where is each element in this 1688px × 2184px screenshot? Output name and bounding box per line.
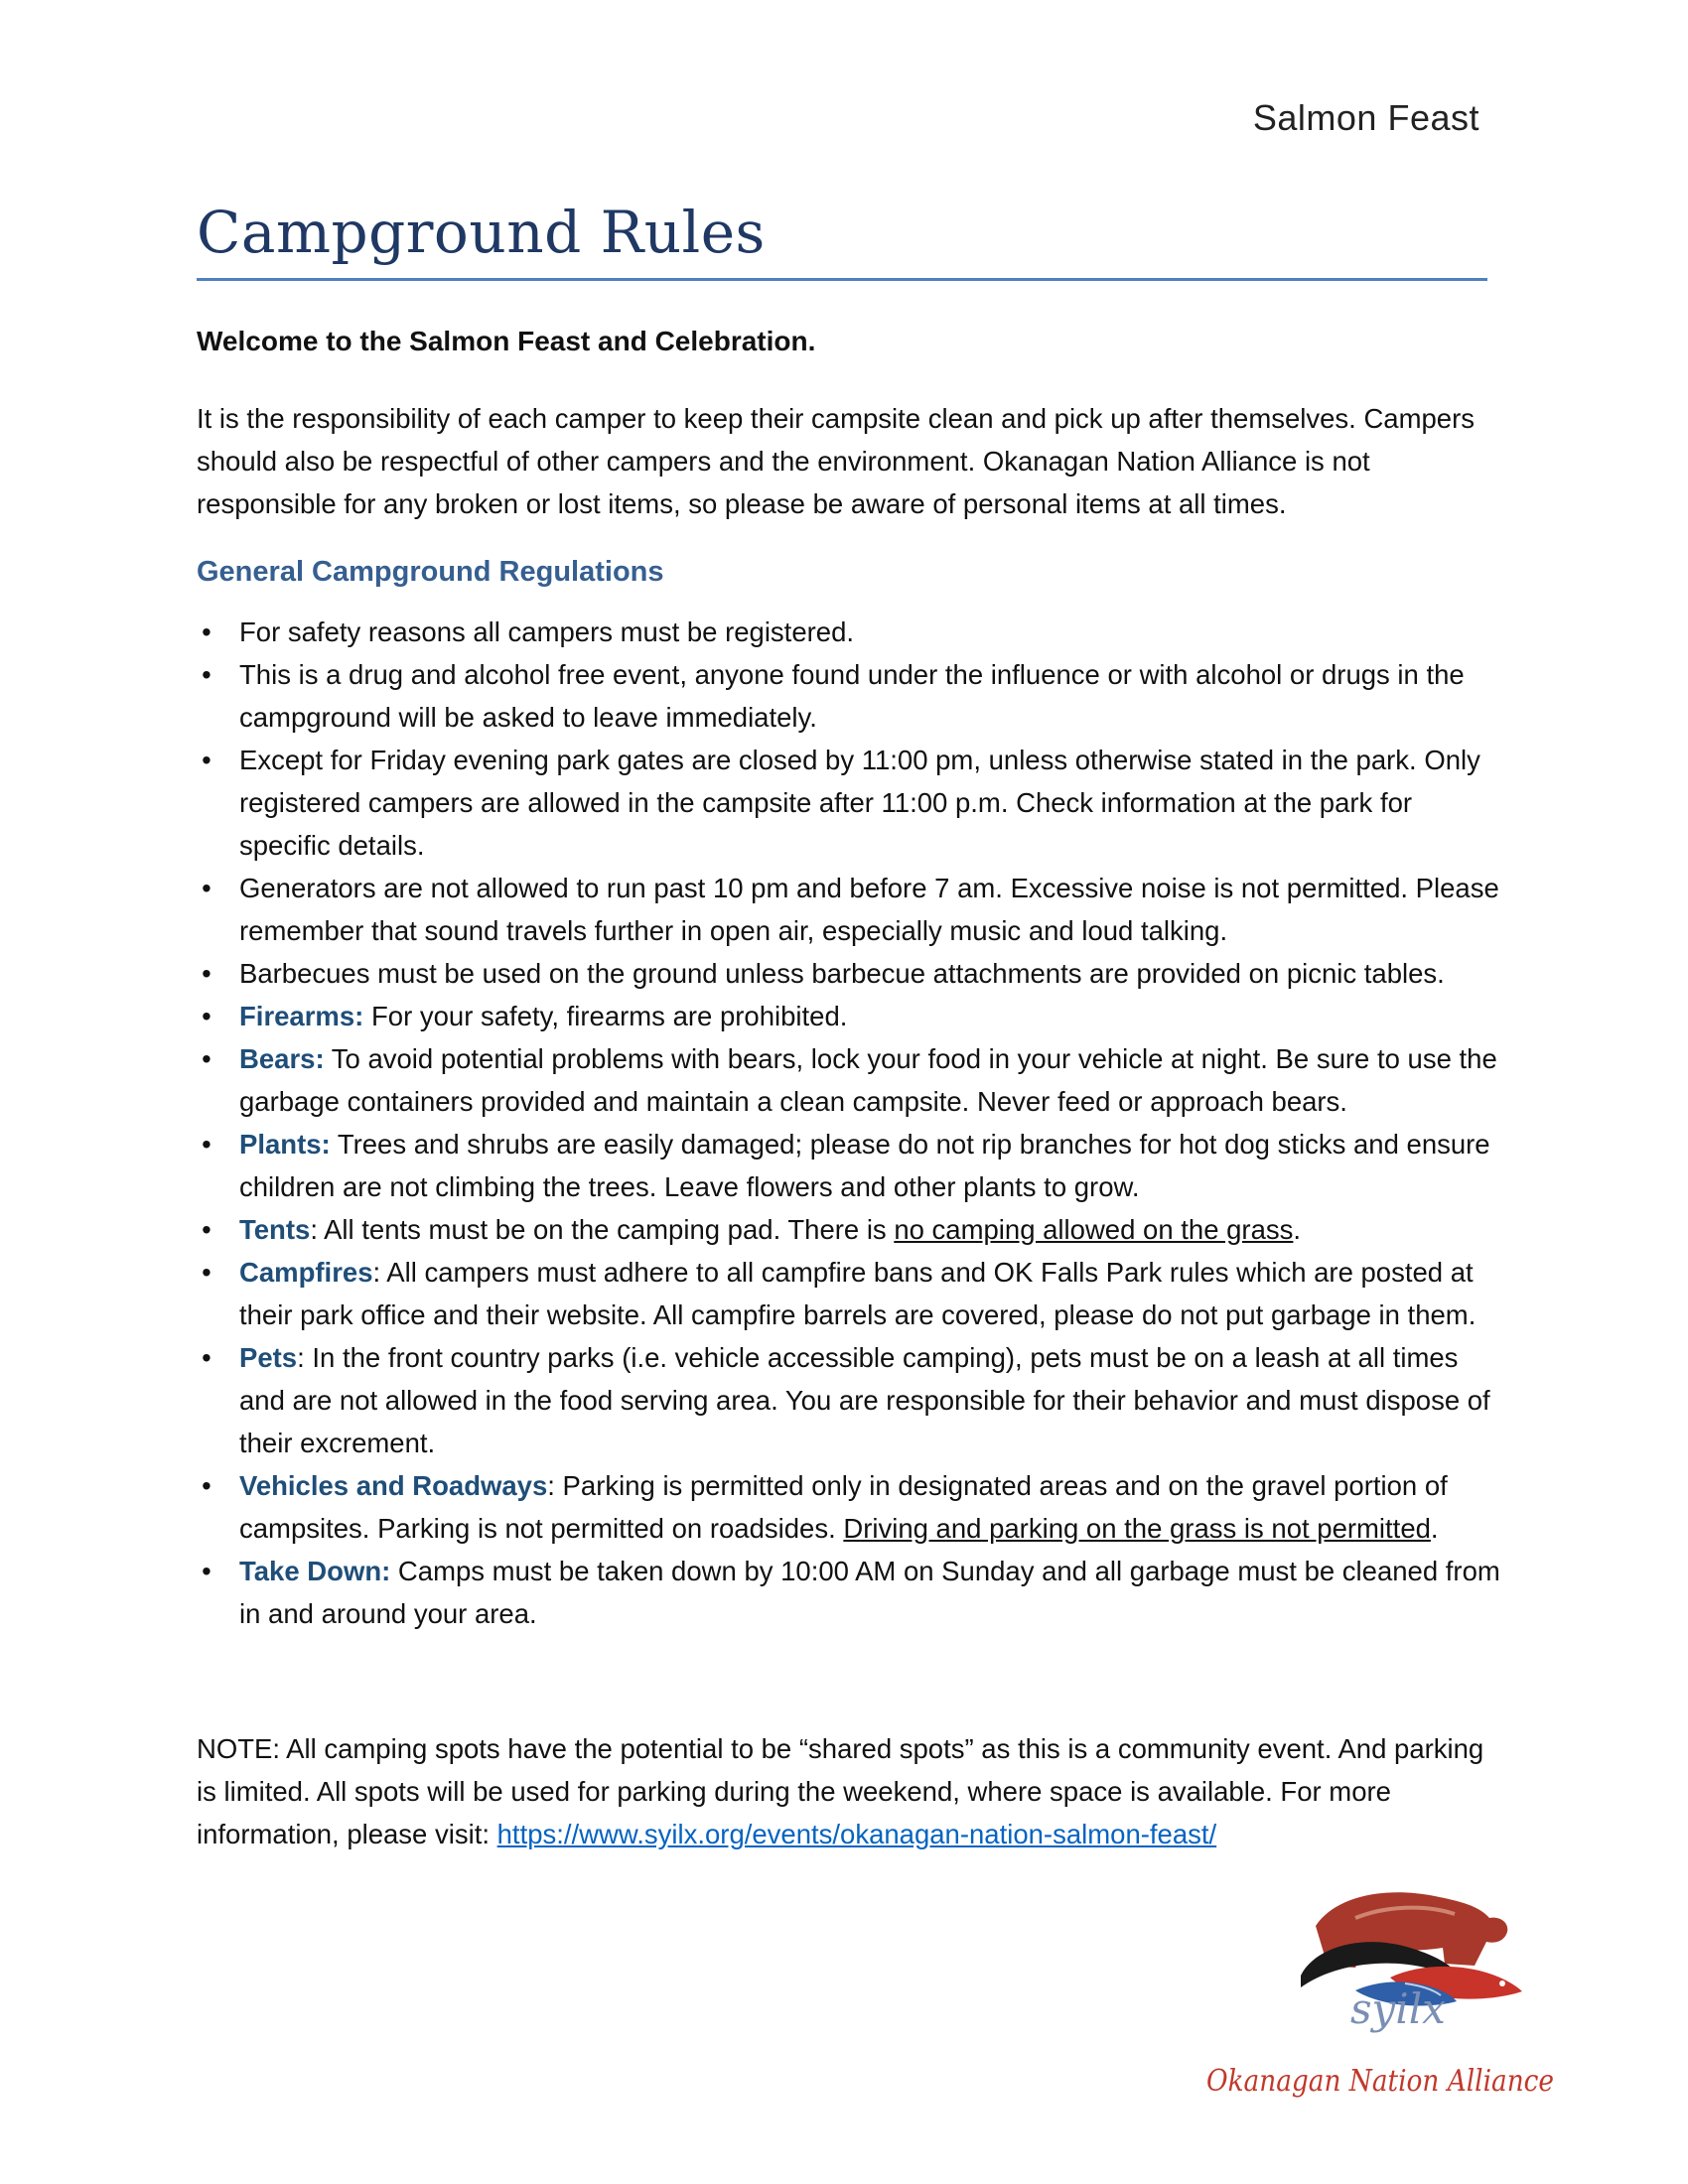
rule-text: For your safety, firearms are prohibited.	[363, 1001, 848, 1031]
bullet-icon: •	[202, 1001, 211, 1031]
bullet-icon: •	[202, 1129, 211, 1160]
rule-trailing-text: .	[1293, 1214, 1302, 1245]
ona-logo	[1206, 1856, 1564, 2115]
logo-script: syilx	[1350, 1984, 1446, 2033]
rule-item	[197, 1123, 1507, 1208]
bullet-icon: •	[202, 745, 211, 775]
rule-keyword: Plants:	[239, 1129, 331, 1160]
rule-item	[197, 739, 1507, 867]
rule-underlined-text: Driving and parking on the grass is not permitted	[843, 1513, 1431, 1544]
bullet-icon: •	[202, 1257, 211, 1288]
rule-text: This is a drug and alcohol free event, anyone found under the influence or with alcohol or drugs in the campground will be asked to leave immediately.	[239, 659, 1465, 733]
rule-keyword: Tents	[239, 1214, 311, 1245]
rule-keyword: Campfires	[239, 1257, 373, 1288]
rule-item	[197, 1251, 1507, 1336]
rules-list	[197, 611, 1507, 1635]
bullet-icon: •	[202, 616, 211, 647]
note-paragraph	[197, 1727, 1497, 1855]
rule-item	[197, 952, 1507, 995]
running-header: Salmon Feast	[1252, 97, 1479, 138]
rule-text: For safety reasons all campers must be registered.	[239, 616, 855, 647]
event-link[interactable]: https://www.syilx.org/events/okanagan-nation-salmon-feast/	[496, 1819, 1217, 1849]
title-divider	[197, 278, 1487, 281]
rule-text: : All tents must be on the camping pad. There is	[310, 1214, 895, 1245]
rule-keyword: Pets	[239, 1342, 298, 1373]
bullet-icon: •	[202, 958, 211, 989]
bullet-icon: •	[202, 1470, 211, 1501]
intro-paragraph: It is the responsibility of each camper to keep their campsite clean and pick up after themselves. Campers should also be respectful of other campers and the environment. Okanagan Nation Alliance is not responsible for any broken or lost items, so please be aware of personal items at all times.	[197, 403, 1476, 519]
rule-text: : Parking is permitted only in designated areas and on the gravel portion of campsites. Parking is not permitted on roadsides.	[239, 1470, 1448, 1544]
rule-item	[197, 867, 1507, 952]
welcome-heading: Welcome to the Salmon Feast and Celebration.	[197, 326, 816, 356]
section-heading: General Campground Regulations	[197, 556, 664, 588]
rule-keyword: Bears:	[239, 1043, 325, 1074]
rule-underlined-text: no camping allowed on the grass	[894, 1214, 1294, 1245]
bullet-icon: •	[202, 1043, 211, 1074]
bullet-icon: •	[202, 1214, 211, 1245]
rule-item	[197, 995, 1507, 1037]
rule-text: Camps must be taken down by 10:00 AM on Sunday and all garbage must be cleaned from in and around your area.	[239, 1556, 1500, 1629]
logo-org-name: Okanagan Nation Alliance	[1206, 2064, 1554, 2099]
rule-item	[197, 611, 1507, 653]
rule-keyword: Vehicles and Roadways	[239, 1470, 548, 1501]
rule-trailing-text: .	[1430, 1513, 1439, 1544]
rule-text: : In the front country parks (i.e. vehicle accessible camping), pets must be on a leash at all times and are not allowed in the food serving area. You are responsible for their behavior and must dispose of their excrement.	[239, 1342, 1490, 1458]
rule-item	[197, 1464, 1507, 1550]
bullet-icon: •	[202, 1556, 211, 1586]
rule-text: Trees and shrubs are easily damaged; please do not rip branches for hot dog sticks and ensure children are not climbing the trees. Leave flowers and other plants to grow.	[239, 1129, 1490, 1202]
rule-item	[197, 1550, 1507, 1635]
rule-item	[197, 1208, 1507, 1251]
rule-item	[197, 1037, 1507, 1123]
rule-text: To avoid potential problems with bears, lock your food in your vehicle at night. Be sure to use the garbage containers provided and maintain a clean campsite. Never feed or approach bears.	[239, 1043, 1497, 1117]
rule-item	[197, 653, 1507, 739]
page-title: Campground Rules	[197, 199, 766, 266]
rule-item	[197, 1336, 1507, 1464]
bullet-icon: •	[202, 659, 211, 690]
rule-keyword: Take Down:	[239, 1556, 391, 1586]
rule-text: : All campers must adhere to all campfire bans and OK Falls Park rules which are posted at their park office and their website. All campfire barrels are covered, please do not put garbage in them.	[239, 1257, 1477, 1330]
rule-keyword: Firearms:	[239, 1001, 364, 1031]
bullet-icon: •	[202, 873, 211, 903]
note-text: NOTE: All camping spots have the potential to be “shared spots” as this is a community event. And parking is limited. All spots will be used for parking during the weekend, where space is available. For more information, please visit:	[197, 1733, 1484, 1849]
bullet-icon: •	[202, 1342, 211, 1373]
rule-text: Generators are not allowed to run past 10 pm and before 7 am. Excessive noise is not permitted. Please remember that sound travels further in open air, especially music and loud talking.	[239, 873, 1499, 946]
logo-graphic	[1206, 1856, 1564, 2115]
rule-text: Barbecues must be used on the ground unless barbecue attachments are provided on picnic tables.	[239, 958, 1445, 989]
rule-text: Except for Friday evening park gates are closed by 11:00 pm, unless otherwise stated in the park. Only registered campers are allowed in the campsite after 11:00 p.m. Check information at the park for specific details.	[239, 745, 1480, 861]
